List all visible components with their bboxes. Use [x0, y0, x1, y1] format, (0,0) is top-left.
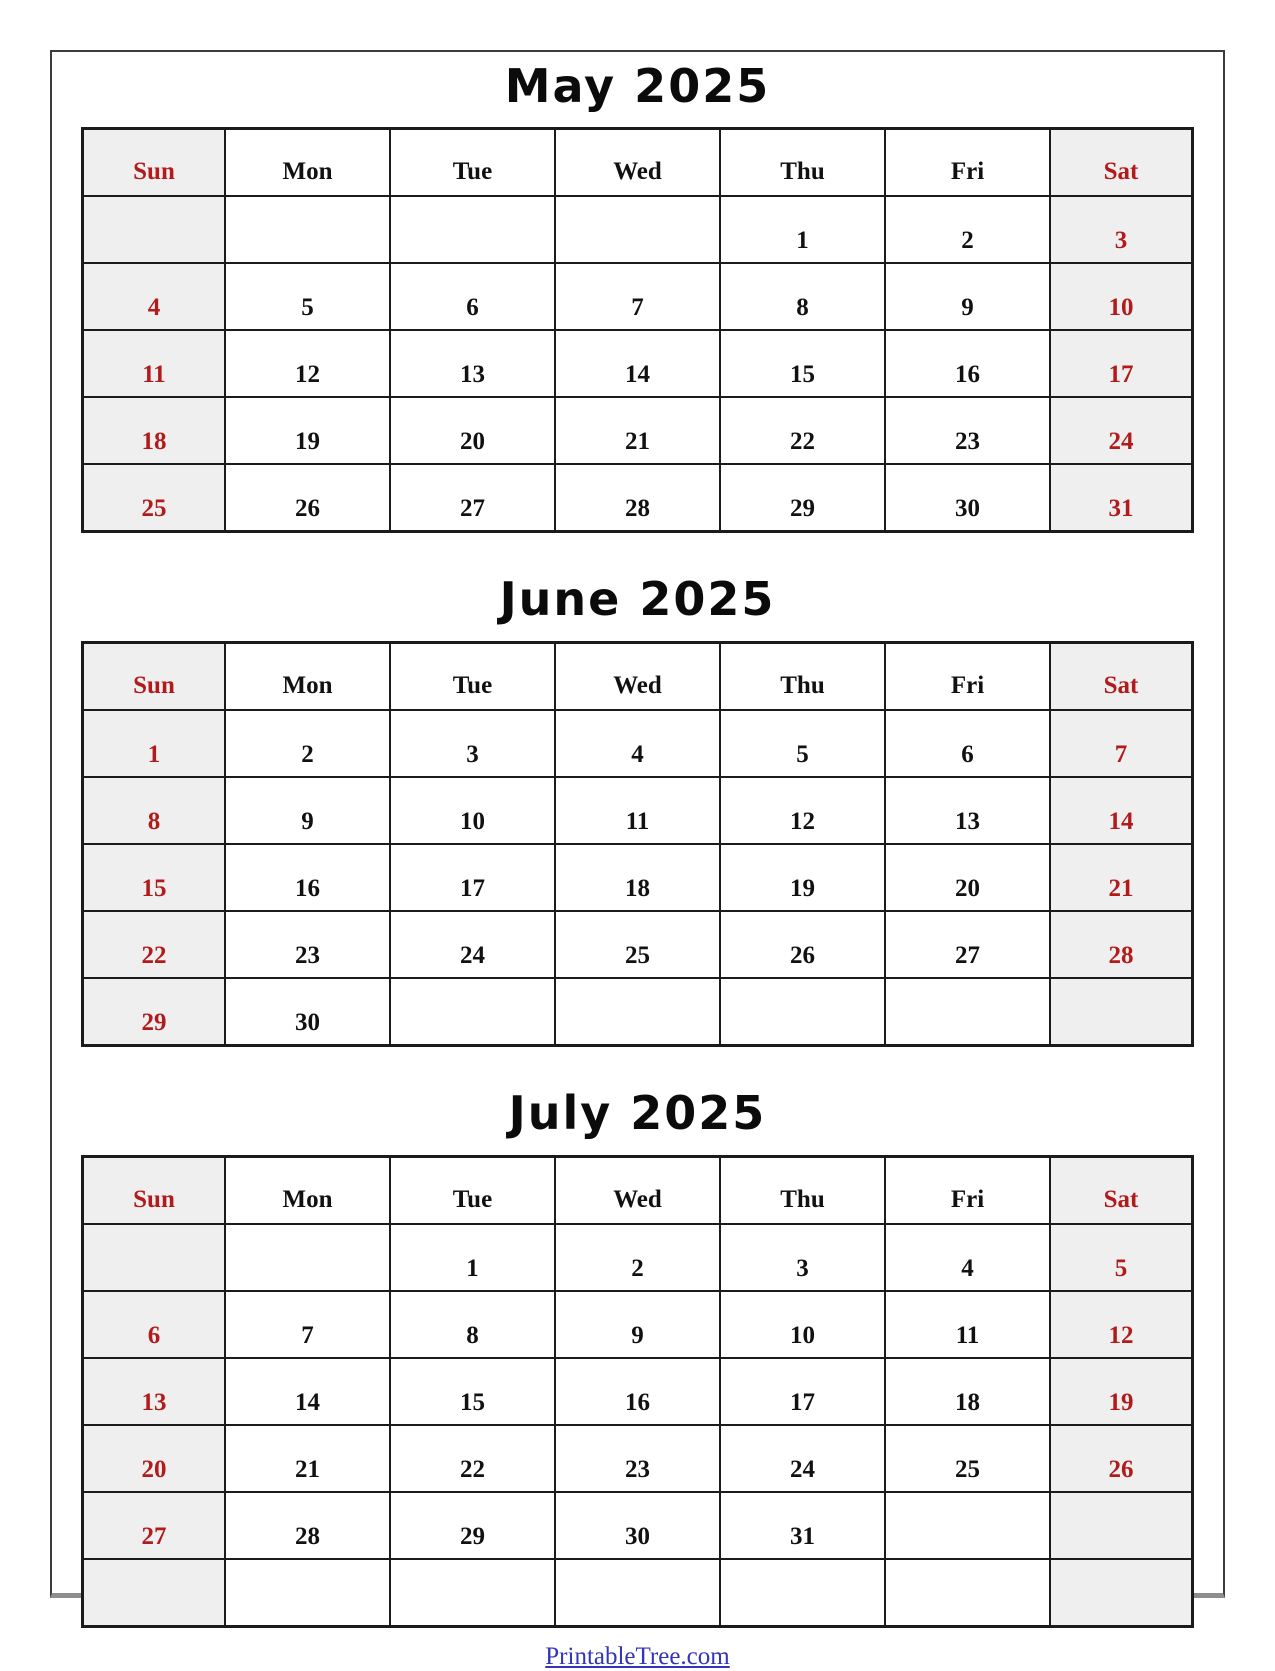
day-cell: 6: [390, 263, 555, 330]
day-cell: 19: [225, 397, 390, 464]
footer: [81, 1643, 1194, 1671]
day-cell: 24: [390, 911, 555, 978]
empty-day-cell: [720, 978, 885, 1046]
day-cell: 13: [83, 1358, 226, 1425]
day-cell: 26: [720, 911, 885, 978]
empty-day-cell: [720, 1559, 885, 1627]
weekday-header-row: [83, 128, 1193, 196]
day-cell: 3: [1050, 196, 1193, 263]
day-cell: 15: [83, 844, 226, 911]
week-row: [83, 777, 1193, 844]
weekday-header-sun: Sun: [83, 642, 226, 710]
day-cell: 18: [83, 397, 226, 464]
day-cell: 1: [83, 710, 226, 777]
empty-day-cell: [555, 196, 720, 263]
day-cell: 12: [225, 330, 390, 397]
day-cell: 2: [225, 710, 390, 777]
day-cell: 3: [720, 1224, 885, 1291]
day-cell: 26: [1050, 1425, 1193, 1492]
empty-day-cell: [1050, 1492, 1193, 1559]
day-cell: 25: [83, 464, 226, 532]
weekday-header-wed: Wed: [555, 1156, 720, 1224]
month-section-june: [81, 573, 1194, 1047]
day-cell: 17: [720, 1358, 885, 1425]
day-cell: 23: [885, 397, 1050, 464]
week-row: [83, 1358, 1193, 1425]
week-row: [83, 1492, 1193, 1559]
empty-day-cell: [83, 196, 226, 263]
week-row: [83, 464, 1193, 532]
empty-day-cell: [885, 978, 1050, 1046]
day-cell: 15: [390, 1358, 555, 1425]
week-row: [83, 1224, 1193, 1291]
week-row: [83, 978, 1193, 1046]
week-row: [83, 196, 1193, 263]
day-cell: 30: [555, 1492, 720, 1559]
empty-day-cell: [555, 978, 720, 1046]
month-section-may: [81, 60, 1194, 533]
week-row: [83, 844, 1193, 911]
day-cell: 16: [225, 844, 390, 911]
day-cell: 6: [83, 1291, 226, 1358]
weekday-header-fri: Fri: [885, 1156, 1050, 1224]
day-cell: 1: [390, 1224, 555, 1291]
day-cell: 30: [885, 464, 1050, 532]
day-cell: 20: [390, 397, 555, 464]
empty-day-cell: [885, 1492, 1050, 1559]
day-cell: 4: [83, 263, 226, 330]
empty-day-cell: [555, 1559, 720, 1627]
weekday-header-thu: Thu: [720, 1156, 885, 1224]
day-cell: 18: [885, 1358, 1050, 1425]
day-cell: 28: [555, 464, 720, 532]
day-cell: 27: [83, 1492, 226, 1559]
empty-day-cell: [83, 1559, 226, 1627]
day-cell: 5: [225, 263, 390, 330]
empty-day-cell: [225, 196, 390, 263]
day-cell: 7: [1050, 710, 1193, 777]
day-cell: 19: [1050, 1358, 1193, 1425]
day-cell: 8: [83, 777, 226, 844]
week-row: [83, 330, 1193, 397]
empty-day-cell: [390, 978, 555, 1046]
day-cell: 16: [555, 1358, 720, 1425]
day-cell: 24: [1050, 397, 1193, 464]
day-cell: 6: [885, 710, 1050, 777]
day-cell: 20: [83, 1425, 226, 1492]
calendar-table-may: [81, 127, 1194, 533]
day-cell: 8: [720, 263, 885, 330]
day-cell: 31: [1050, 464, 1193, 532]
day-cell: 17: [1050, 330, 1193, 397]
day-cell: 27: [885, 911, 1050, 978]
day-cell: 21: [1050, 844, 1193, 911]
day-cell: 10: [390, 777, 555, 844]
day-cell: 9: [885, 263, 1050, 330]
weekday-header-mon: Mon: [225, 1156, 390, 1224]
day-cell: 11: [83, 330, 226, 397]
day-cell: 16: [885, 330, 1050, 397]
day-cell: 14: [1050, 777, 1193, 844]
day-cell: 17: [390, 844, 555, 911]
day-cell: 2: [555, 1224, 720, 1291]
empty-day-cell: [1050, 1559, 1193, 1627]
day-cell: 4: [885, 1224, 1050, 1291]
calendar-table-june: [81, 641, 1194, 1047]
weekday-header-sat: Sat: [1050, 642, 1193, 710]
day-cell: 24: [720, 1425, 885, 1492]
day-cell: 13: [885, 777, 1050, 844]
weekday-header-row: [83, 1156, 1193, 1224]
week-row: [83, 397, 1193, 464]
day-cell: 13: [390, 330, 555, 397]
day-cell: 9: [225, 777, 390, 844]
empty-day-cell: [83, 1224, 226, 1291]
week-row: [83, 710, 1193, 777]
day-cell: 29: [390, 1492, 555, 1559]
day-cell: 4: [555, 710, 720, 777]
weekday-header-sun: Sun: [83, 128, 226, 196]
day-cell: 22: [390, 1425, 555, 1492]
day-cell: 29: [83, 978, 226, 1046]
day-cell: 14: [225, 1358, 390, 1425]
month-title-july: July 2025: [508, 1085, 767, 1140]
week-row: [83, 1559, 1193, 1627]
weekday-header-sat: Sat: [1050, 128, 1193, 196]
week-row: [83, 1291, 1193, 1358]
day-cell: 9: [555, 1291, 720, 1358]
day-cell: 11: [555, 777, 720, 844]
day-cell: 21: [225, 1425, 390, 1492]
day-cell: 25: [885, 1425, 1050, 1492]
day-cell: 15: [720, 330, 885, 397]
weekday-header-sat: Sat: [1050, 1156, 1193, 1224]
footer-site-link[interactable]: PrintableTree.com: [545, 1642, 730, 1670]
day-cell: 28: [1050, 911, 1193, 978]
weekday-header-wed: Wed: [555, 128, 720, 196]
day-cell: 2: [885, 196, 1050, 263]
weekday-header-thu: Thu: [720, 642, 885, 710]
day-cell: 18: [555, 844, 720, 911]
empty-day-cell: [1050, 978, 1193, 1046]
day-cell: 10: [1050, 263, 1193, 330]
day-cell: 10: [720, 1291, 885, 1358]
month-section-july: [81, 1087, 1194, 1628]
day-cell: 25: [555, 911, 720, 978]
day-cell: 5: [1050, 1224, 1193, 1291]
day-cell: 28: [225, 1492, 390, 1559]
week-row: [83, 263, 1193, 330]
month-title-june: June 2025: [499, 571, 776, 626]
weekday-header-tue: Tue: [390, 642, 555, 710]
empty-day-cell: [390, 1559, 555, 1627]
day-cell: 23: [225, 911, 390, 978]
day-cell: 14: [555, 330, 720, 397]
day-cell: 27: [390, 464, 555, 532]
day-cell: 8: [390, 1291, 555, 1358]
weekday-header-mon: Mon: [225, 642, 390, 710]
week-row: [83, 1425, 1193, 1492]
calendar-table-july: [81, 1155, 1194, 1628]
day-cell: 29: [720, 464, 885, 532]
calendar-page: [50, 50, 1225, 1670]
day-cell: 3: [390, 710, 555, 777]
day-cell: 30: [225, 978, 390, 1046]
day-cell: 12: [720, 777, 885, 844]
weekday-header-sun: Sun: [83, 1156, 226, 1224]
weekday-header-fri: Fri: [885, 642, 1050, 710]
day-cell: 26: [225, 464, 390, 532]
day-cell: 31: [720, 1492, 885, 1559]
month-title-may: May 2025: [504, 59, 771, 113]
empty-day-cell: [225, 1559, 390, 1627]
day-cell: 7: [555, 263, 720, 330]
weekday-header-row: [83, 642, 1193, 710]
empty-day-cell: [390, 196, 555, 263]
day-cell: 1: [720, 196, 885, 263]
day-cell: 22: [720, 397, 885, 464]
day-cell: 12: [1050, 1291, 1193, 1358]
weekday-header-thu: Thu: [720, 128, 885, 196]
weekday-header-tue: Tue: [390, 128, 555, 196]
week-row: [83, 911, 1193, 978]
weekday-header-wed: Wed: [555, 642, 720, 710]
day-cell: 22: [83, 911, 226, 978]
day-cell: 20: [885, 844, 1050, 911]
day-cell: 7: [225, 1291, 390, 1358]
day-cell: 21: [555, 397, 720, 464]
day-cell: 11: [885, 1291, 1050, 1358]
empty-day-cell: [885, 1559, 1050, 1627]
weekday-header-mon: Mon: [225, 128, 390, 196]
day-cell: 23: [555, 1425, 720, 1492]
weekday-header-fri: Fri: [885, 128, 1050, 196]
weekday-header-tue: Tue: [390, 1156, 555, 1224]
day-cell: 19: [720, 844, 885, 911]
day-cell: 5: [720, 710, 885, 777]
empty-day-cell: [225, 1224, 390, 1291]
